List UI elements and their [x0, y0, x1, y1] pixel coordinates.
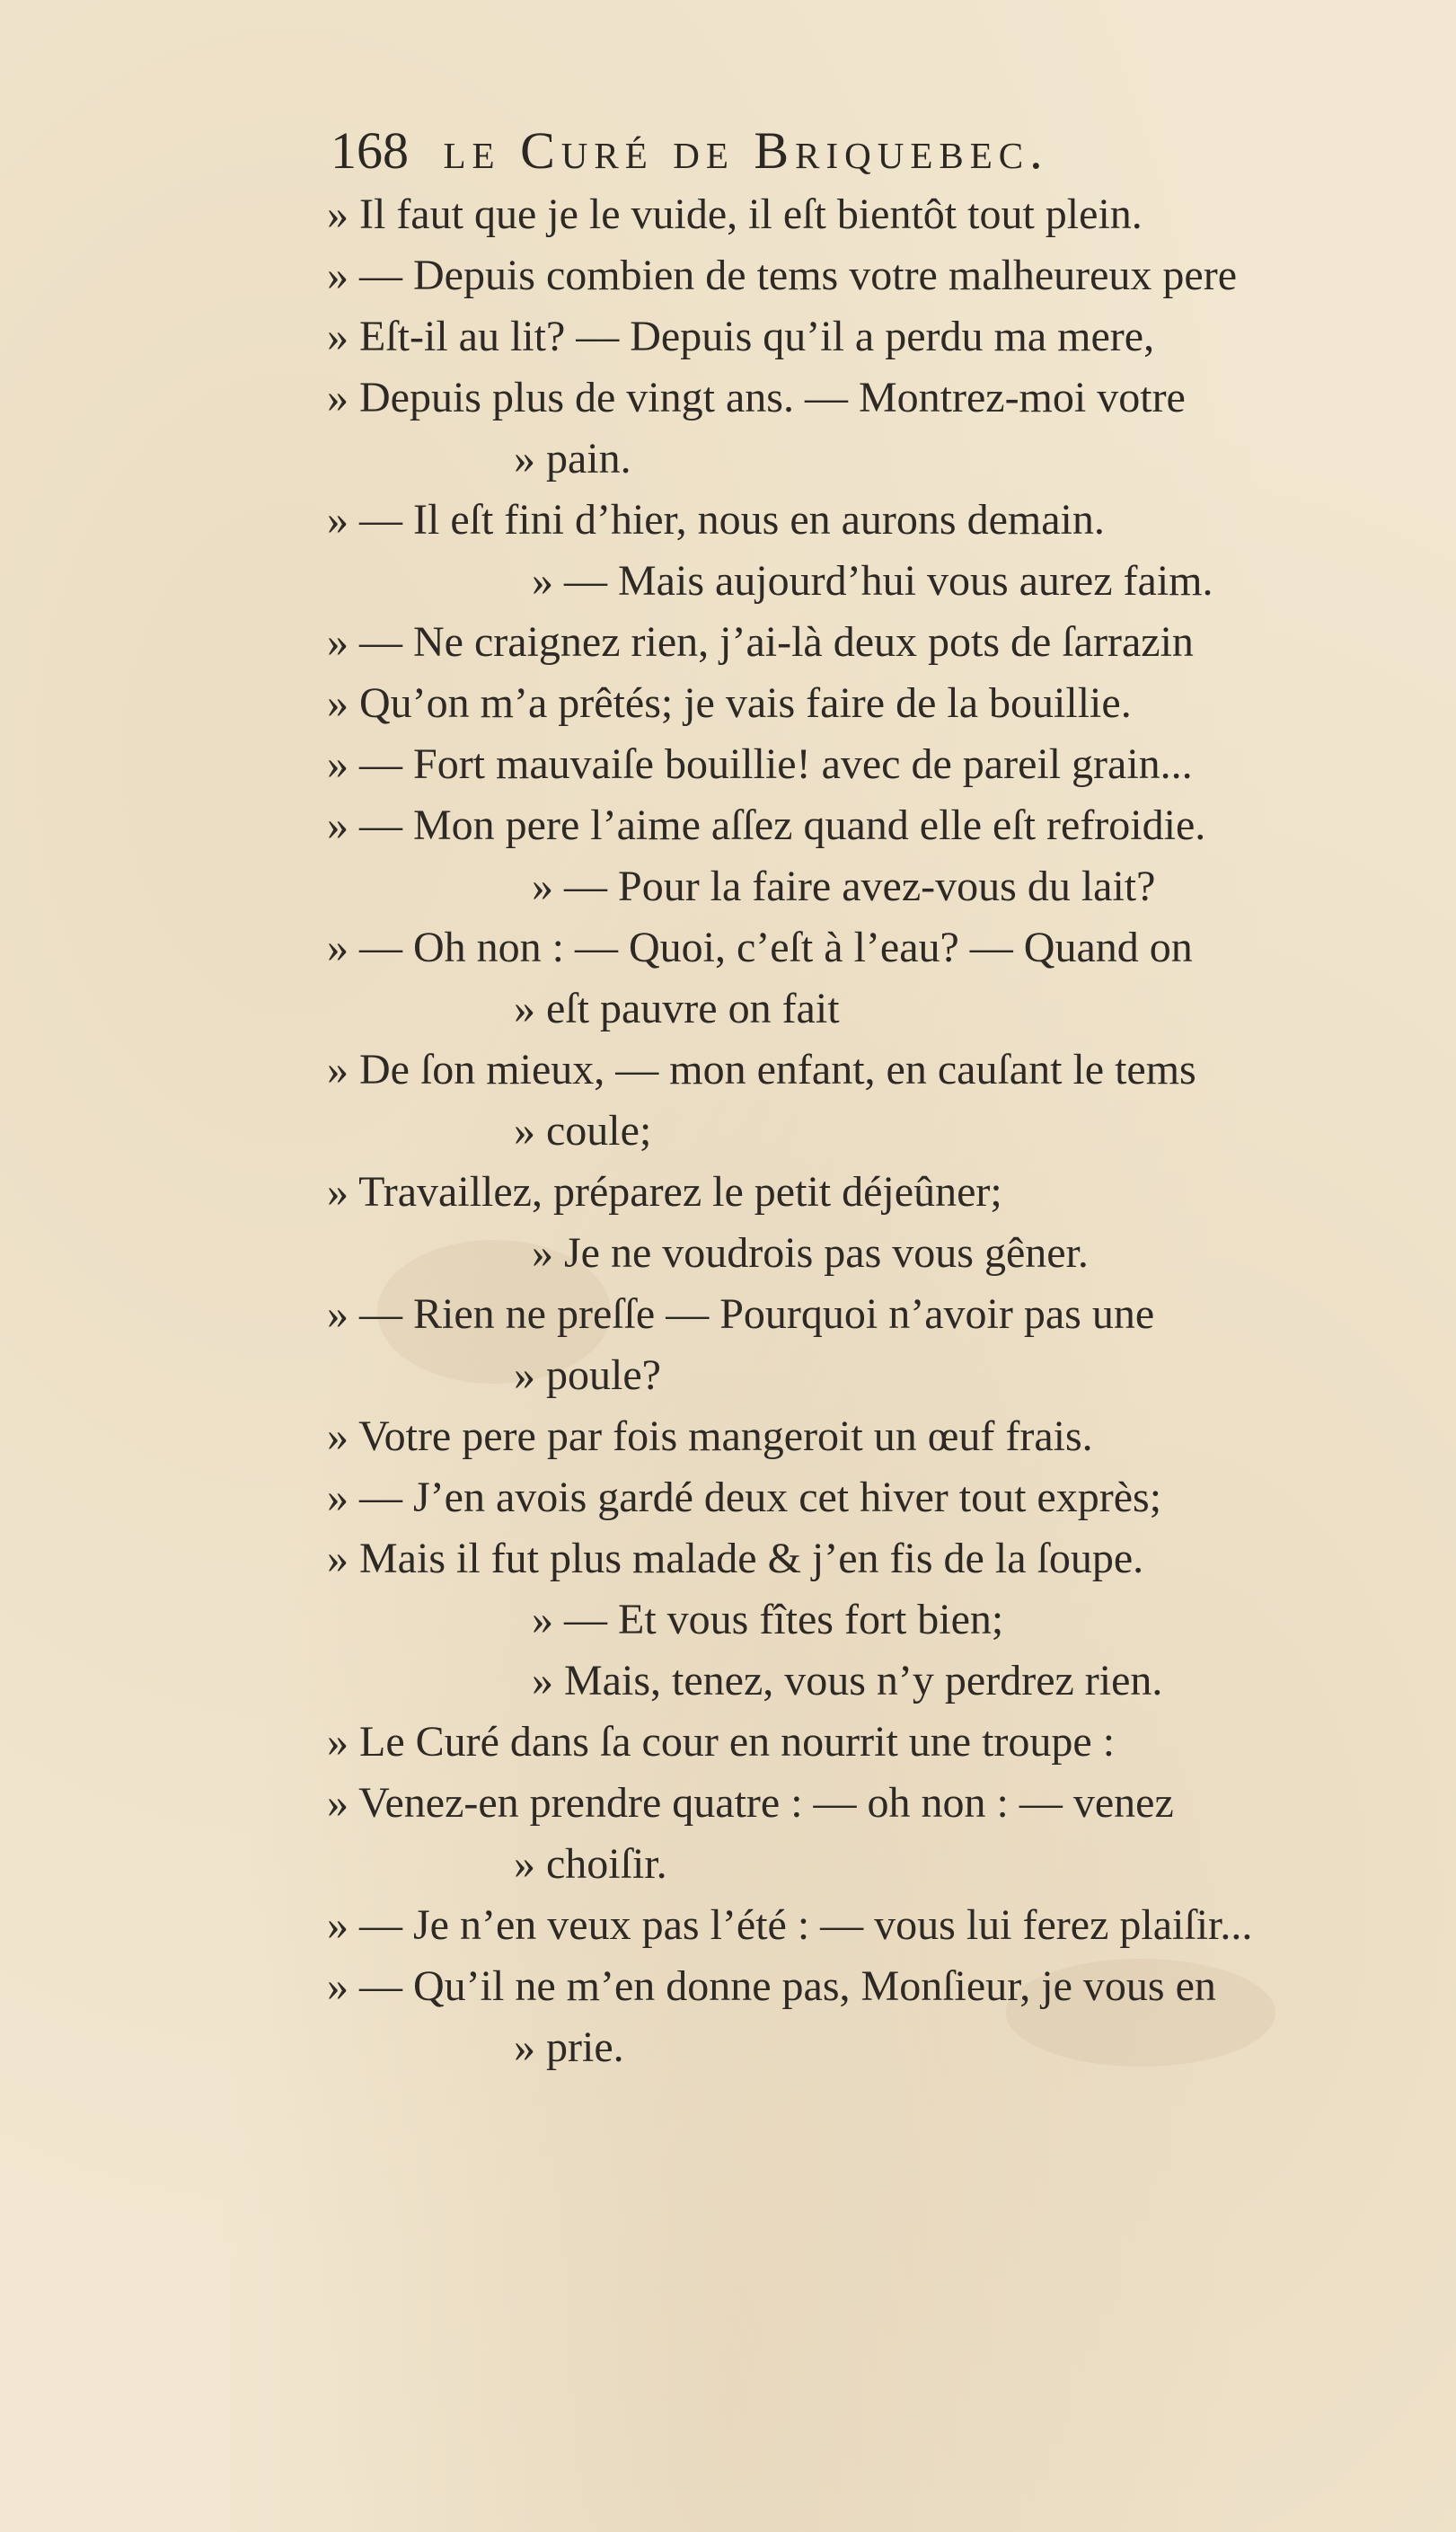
verse-line: » Il faut que je le vuide, il eſt bientôt tout plein. — [327, 190, 1143, 238]
verse-line: » — Fort mauvaiſe bouillie! avec de pareil grain... — [327, 740, 1193, 788]
verse-line: » Le Curé dans ſa cour en nourrit une troupe : — [327, 1718, 1116, 1766]
verse-line: » — J’en avois gardé deux cet hiver tout exprès; — [327, 1474, 1162, 1521]
verse-line: » — Ne craignez rien, j’ai-là deux pots de ſarrazin — [327, 618, 1194, 666]
verse-line: » Mais il fut plus malade & j’en fis de la ſoupe. — [327, 1535, 1144, 1582]
verse-line: » Eſt-il au lit? — Depuis qu’il a perdu ma mere, — [327, 313, 1155, 360]
running-title: le Curé de Briquebec. — [443, 121, 1049, 180]
running-header — [331, 115, 1363, 187]
verse-line: » Venez-en prendre quatre : — oh non : — venez — [327, 1779, 1174, 1827]
verse-line: » poule? — [514, 1351, 661, 1399]
verse-line: » De ſon mieux, — mon enfant, en cauſant le tems — [327, 1046, 1196, 1093]
verse-line: » Je ne voudrois pas vous gêner. — [532, 1229, 1089, 1277]
verse-line: » coule; — [514, 1107, 652, 1155]
verse-line: » — Rien ne preſſe — Pourquoi n’avoir pas une — [327, 1290, 1155, 1338]
verse-line: » — Mais aujourd’hui vous aurez faim. — [532, 557, 1213, 605]
verse-line: » prie. — [514, 2023, 624, 2071]
verse-line: » — Depuis combien de tems votre malheureux pere — [327, 252, 1238, 299]
verse-line: » choiſir. — [514, 1840, 667, 1888]
verse-line: » Depuis plus de vingt ans. — Montrez-moi votre — [327, 374, 1186, 421]
page-number: 168 — [331, 121, 409, 180]
verse-line: » Mais, tenez, vous n’y perdrez rien. — [532, 1657, 1163, 1704]
verse-line: » — Il eſt fini d’hier, nous en aurons demain. — [327, 496, 1105, 544]
verse-line: » pain. — [514, 435, 631, 482]
verse-line: » — Et vous fîtes fort bien; — [532, 1596, 1004, 1643]
verse-line: » Votre pere par fois mangeroit un œuf frais. — [327, 1412, 1093, 1460]
verse-line: » — Oh non : — Quoi, c’eſt à l’eau? — Quand on — [327, 924, 1193, 971]
verse-line: » — Pour la faire avez-vous du lait? — [532, 863, 1156, 910]
verse-line: » Travaillez, préparez le petit déjeûner; — [327, 1168, 1002, 1216]
verse-line: » — Qu’il ne m’en donne pas, Monſieur, je vous en — [327, 1962, 1216, 2010]
verse-line: » — Je n’en veux pas l’été : — vous lui ferez plaiſir... — [327, 1901, 1253, 1949]
verse-line: » eſt pauvre on fait — [514, 985, 840, 1032]
verse-line: » Qu’on m’a prêtés; je vais faire de la bouillie. — [327, 679, 1132, 727]
verse-line: » — Mon pere l’aime aſſez quand elle eſt refroidie. — [327, 801, 1206, 849]
